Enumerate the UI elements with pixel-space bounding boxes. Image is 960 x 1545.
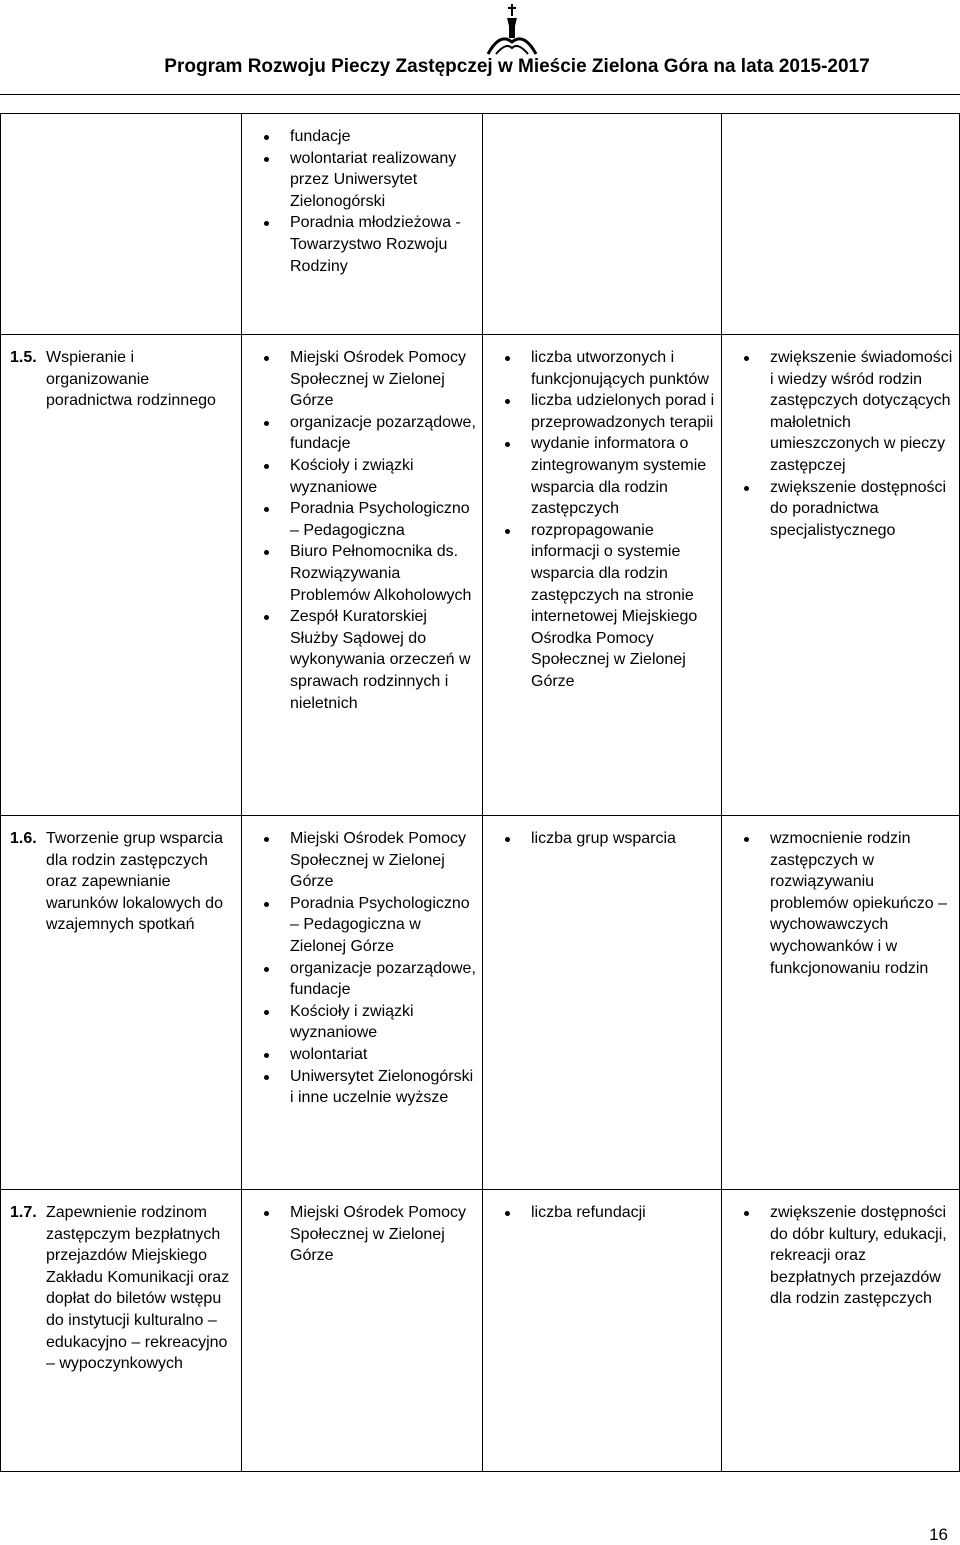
indicator-item: rozpropagowanie informacji o systemie wsparcia dla rodzin zastępczych na stronie internetowej Miejskiego Ośrodka Pomocy Społecznej w Zielonej Górze: [492, 520, 715, 693]
indicators-list: [492, 828, 715, 850]
table-row: [1, 335, 960, 816]
partner-item: Zespół Kuratorskiej Służby Sądowej do wykonywania orzeczeń w sprawach rodzinnych i nieletnich: [251, 606, 476, 714]
partner-item: organizacje pozarządowe, fundacje: [251, 958, 476, 1001]
indicator-item: liczba udzielonych porad i przeprowadzonych terapii: [492, 390, 715, 433]
task-cell: [1, 114, 242, 335]
effects-list: [731, 1202, 953, 1310]
task-cell: [1, 816, 242, 1190]
task-number: 1.6.: [10, 830, 37, 847]
partner-item: Kościoły i związki wyznaniowe: [251, 1001, 476, 1044]
partners-cell: [242, 114, 483, 335]
effects-cell: [722, 114, 960, 335]
effect-item: zwiększenie świadomości i wiedzy wśród rodzin zastępczych dotyczących małoletnich umieszczonych w pieczy zastępczej: [731, 347, 953, 477]
effects-list: [731, 347, 953, 541]
task-cell: [1, 335, 242, 816]
partners-list: [251, 828, 476, 1109]
partner-item: wolontariat: [251, 1044, 476, 1066]
partner-item: wolontariat realizowany przez Uniwersytet Zielonogórski: [251, 148, 476, 213]
effect-item: zwiększenie dostępności do dóbr kultury, edukacji, rekreacji oraz bezpłatnych przejazdów dla rodzin zastępczych: [731, 1202, 953, 1310]
partner-item: Biuro Pełnomocnika ds. Rozwiązywania Problemów Alkoholowych: [251, 541, 476, 606]
effects-cell: [722, 335, 960, 816]
effects-list: [731, 828, 953, 979]
partner-item: Miejski Ośrodek Pomocy Społecznej w Zielonej Górze: [251, 347, 476, 412]
task-description: Tworzenie grup wsparcia dla rodzin zastępczych oraz zapewnianie warunków lokalowych do wzajemnych spotkań: [46, 830, 223, 934]
effect-item: zwiększenie dostępności do poradnictwa specjalistycznego: [731, 477, 953, 542]
indicators-cell: [483, 335, 722, 816]
indicators-list: [492, 1202, 715, 1224]
task-number: 1.5.: [10, 349, 37, 366]
task-table: [0, 113, 960, 1472]
partner-item: Kościoły i związki wyznaniowe: [251, 455, 476, 498]
partner-item: organizacje pozarządowe, fundacje: [251, 412, 476, 455]
indicator-item: wydanie informatora o zintegrowanym systemie wsparcia dla rodzin zastępczych: [492, 433, 715, 519]
table-row: [1, 114, 960, 335]
partners-list: [251, 1202, 476, 1267]
partners-list: [251, 347, 476, 714]
partner-item: Uniwersytet Zielonogórski i inne uczelnie wyższe: [251, 1066, 476, 1109]
effects-cell: [722, 1190, 960, 1472]
city-logo-icon: [486, 2, 538, 60]
indicators-list: [492, 347, 715, 693]
partner-item: Miejski Ośrodek Pomocy Społecznej w Zielonej Górze: [251, 1202, 476, 1267]
partner-item: Miejski Ośrodek Pomocy Społecznej w Zielonej Górze: [251, 828, 476, 893]
partner-item: Poradnia młodzieżowa - Towarzystwo Rozwoju Rodziny: [251, 212, 476, 277]
task-number: 1.7.: [10, 1204, 37, 1221]
page-header: [0, 0, 960, 96]
effect-item: wzmocnienie rodzin zastępczych w rozwiązywaniu problemów opiekuńczo – wychowawczych wychowanków i w funkcjonowaniu rodzin: [731, 828, 953, 979]
partners-list: [251, 126, 476, 277]
partners-cell: [242, 1190, 483, 1472]
effects-cell: [722, 816, 960, 1190]
header-divider: [0, 94, 960, 95]
partner-item: fundacje: [251, 126, 476, 148]
table-row: [1, 816, 960, 1190]
document-title: Program Rozwoju Pieczy Zastępczej w Mieście Zielona Góra na lata 2015-2017: [164, 56, 870, 77]
indicators-cell: [483, 114, 722, 335]
indicator-item: liczba refundacji: [492, 1202, 715, 1224]
indicator-item: liczba grup wsparcia: [492, 828, 715, 850]
task-description: Wspieranie i organizowanie poradnictwa rodzinnego: [46, 349, 216, 410]
partner-item: Poradnia Psychologiczno – Pedagogiczna w Zielonej Górze: [251, 893, 476, 958]
partner-item: Poradnia Psychologiczno – Pedagogiczna: [251, 498, 476, 541]
table-row: [1, 1190, 960, 1472]
partners-cell: [242, 335, 483, 816]
page-number: 16: [929, 1525, 948, 1544]
task-description: Zapewnienie rodzinom zastępczym bezpłatnych przejazdów Miejskiego Zakładu Komunikacji oraz dopłat do biletów wstępu do instytucji kulturalno – edukacyjno – rekreacyjno – wypoczynkowych: [46, 1204, 230, 1373]
indicator-item: liczba utworzonych i funkcjonujących punktów: [492, 347, 715, 390]
indicators-cell: [483, 1190, 722, 1472]
indicators-cell: [483, 816, 722, 1190]
task-cell: [1, 1190, 242, 1472]
partners-cell: [242, 816, 483, 1190]
